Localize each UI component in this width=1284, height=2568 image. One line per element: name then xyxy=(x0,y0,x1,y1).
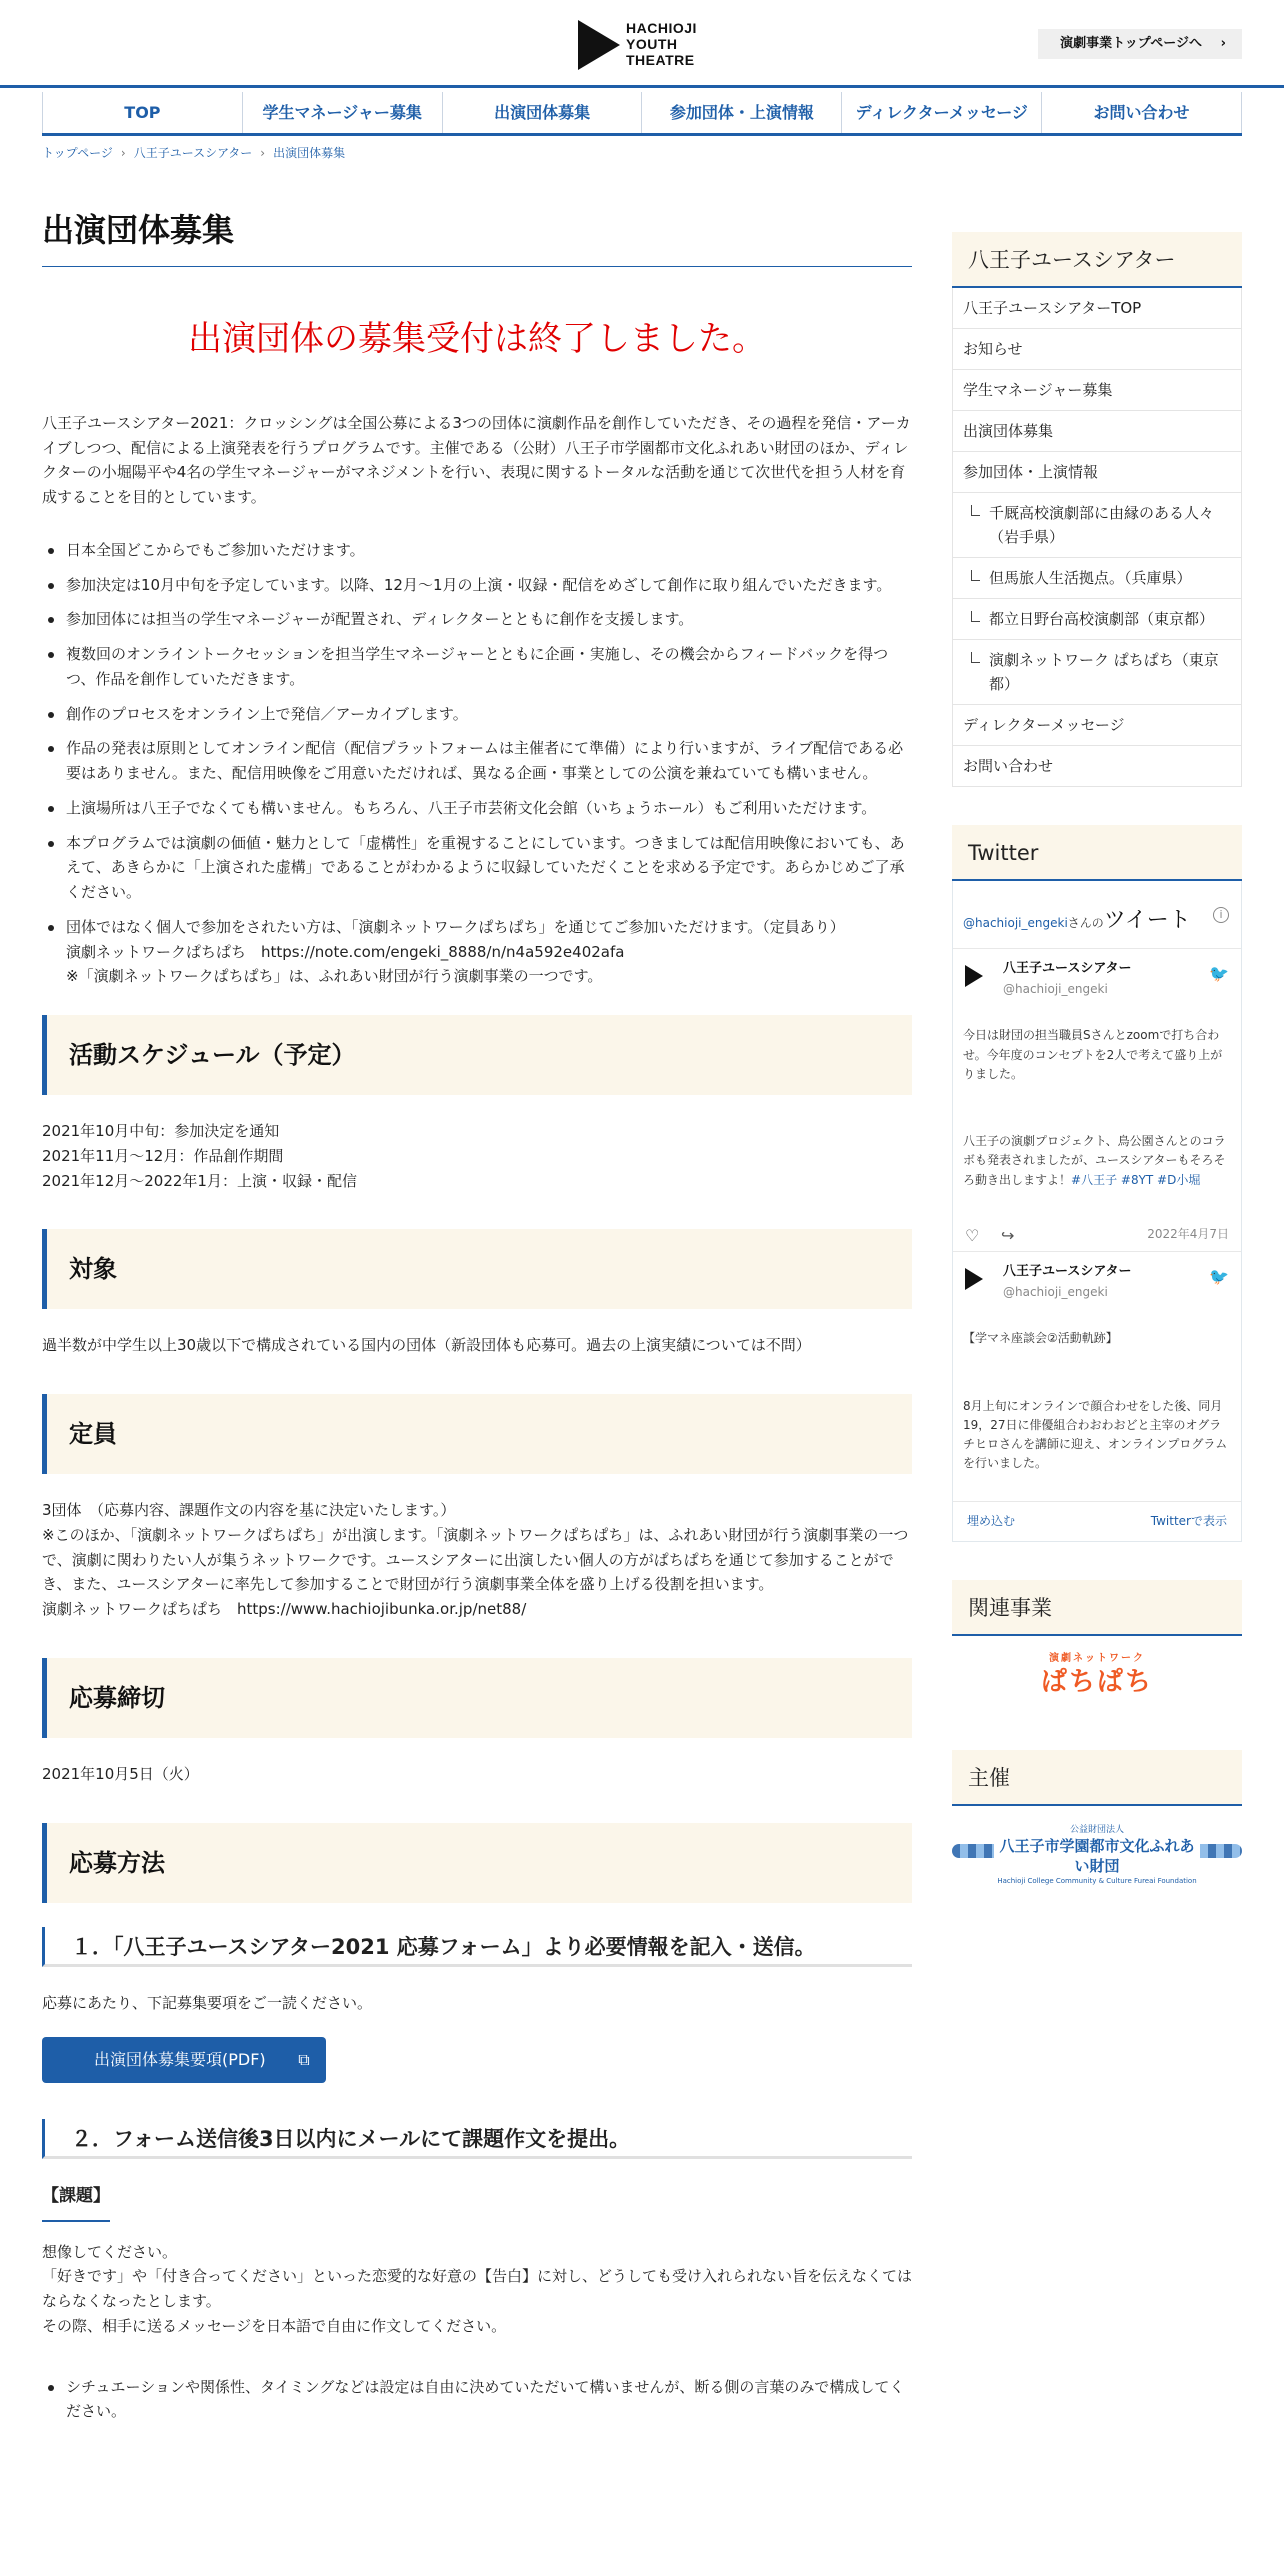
schedule-line: 2021年12月〜2022年1月：上演・収録・配信 xyxy=(42,1171,357,1190)
sidebar-item-top[interactable]: 八王子ユースシアターTOP xyxy=(953,288,1241,329)
breadcrumb-home[interactable]: トップページ xyxy=(42,146,113,160)
tweet-hashtags[interactable]: #八王子 #8YT #D小堀 xyxy=(1071,1172,1201,1187)
tweet-text: 8月上旬にオンラインで顔合わせをした後、同月19，27日に俳優組合わおわおどと主宰のオグラチヒロさんを講師に迎え、オンラインプログラムを行いました。 xyxy=(963,1398,1228,1471)
sidebar-item-director-message[interactable]: ディレクターメッセージ xyxy=(953,705,1241,746)
twitter-title: Twitter xyxy=(952,825,1242,881)
foundation-type: 公益財団法人 xyxy=(1069,1824,1124,1835)
twitter-bird-icon: 🐦 xyxy=(1209,964,1229,984)
conditions-list xyxy=(42,538,912,989)
share-icon[interactable]: ↪ xyxy=(1001,1226,1015,1246)
sidebar-menu-title: 八王子ユースシアター xyxy=(952,232,1242,288)
list-item: 作品の発表は原則としてオンライン配信（配信プラットフォームは主催者にて準備）により行いますが、ライブ配信である必要はありません。また、配信用映像をご用意いただければ、異なる企画・事業としての公演を兼ねていても構いません。 xyxy=(42,736,912,786)
sponsor-title: 主催 xyxy=(952,1750,1242,1806)
sponsor-block xyxy=(952,1750,1242,1885)
pachipachi-logo-small: 演劇ネットワーク xyxy=(1049,1652,1145,1664)
main-content xyxy=(42,210,912,2450)
page-title: 出演団体募集 xyxy=(42,210,912,267)
assignment-line: その際、相手に送るメッセージを日本語で自由に作文してください。 xyxy=(42,2316,507,2335)
assignment-line: 「好きです」や「付き合ってください」といった恋愛的な好意の【告白】に対し、どうしても受け入れられない旨を伝えなくてはならなくなったとします。 xyxy=(42,2267,913,2311)
like-heart-icon[interactable]: ♡ xyxy=(965,1226,980,1246)
tweet-author-handle: @hachioji_engeki xyxy=(1003,981,1108,996)
capacity-note: ※このほか、「演劇ネットワークぱちぱち」が出演します。「演劇ネットワークぱちぱち」は、ふれあい財団が行う演劇事業の一つで、演劇に関わりたい人が集うネットワークです。ユースシアターに出演したい個人の方がぱちぱちを通じて参加することができ、また、ユースシアターに率先して参加することで財団が行う演劇事業全体を盛り上げる役割を担います。 xyxy=(42,1525,909,1594)
twitter-block xyxy=(952,825,1242,1542)
list-item: 参加団体には担当の学生マネージャーが配置され、ディレクターとともに創作を支援します。 xyxy=(42,607,912,632)
schedule-line: 2021年11月〜12月：作品創作期間 xyxy=(42,1146,284,1165)
pachipachi-logo[interactable] xyxy=(952,1652,1242,1712)
capacity-line: 3団体 （応募内容、課題作文の内容を基に決定いたします。） xyxy=(42,1501,456,1520)
tweet-text: 【学マネ座談会②活動軌跡】 xyxy=(963,1331,1118,1346)
sidebar-subitem-tajima[interactable]: 但馬旅人生活拠点。（兵庫県） xyxy=(953,558,1241,599)
twitter-handle-link[interactable]: @hachioji_engeki xyxy=(963,916,1068,930)
assignment-line: 想像してください。 xyxy=(42,2242,178,2261)
tweet-author-name: 八王子ユースシアター xyxy=(1003,961,1132,977)
list-item: 上演場所は八王子でなくても構いません。もちろん、八王子市芸術文化会館（いちょうホール）もご利用いただけます。 xyxy=(42,796,912,821)
intro-text: 八王子ユースシアター2021：クロッシングは全国公募による3つの団体に演劇作品を創作していただき、その過程を発信・アーカイブしつつ、配信による上演発表を行うプログラムです。主催である（公財）八王子市学園都市文化ふれあい財団のほか、ディレクターの小堀陽平や4名の学生マネージャーがマネジメントを行い、表現に関するトータルな活動を通じて次世代を担う人材を育成することを目的としています。 xyxy=(42,413,911,507)
capacity-heading: 定員 xyxy=(42,1394,912,1474)
sidebar-subitem-hinodai[interactable]: 都立日野台高校演劇部（東京都） xyxy=(953,599,1241,640)
sidebar-item-participants[interactable]: 参加団体・上演情報 xyxy=(953,452,1241,493)
deadline-heading: 応募締切 xyxy=(42,1658,912,1738)
tweet-text: 今日は財団の担当職員Sさんとzoomで打ち合わせ。今年度のコンセプトを2人で考えて盛り上がりました。 xyxy=(963,1028,1223,1081)
nav-director-message[interactable]: ディレクターメッセージ xyxy=(841,92,1041,133)
logo-text: HACHIOJI YOUTH THEATRE xyxy=(626,20,697,68)
twitter-tweet-word: ツイート xyxy=(1103,908,1191,933)
breadcrumb-current: 出演団体募集 xyxy=(273,146,346,160)
target-heading: 対象 xyxy=(42,1229,912,1309)
assignment-rules xyxy=(42,2375,912,2425)
site-logo[interactable] xyxy=(578,20,708,70)
sidebar-item-news[interactable]: お知らせ xyxy=(953,329,1241,370)
sidebar-menu xyxy=(952,288,1242,787)
view-on-twitter-link[interactable]: Twitterで表示 xyxy=(1150,1513,1227,1528)
pachipachi-logo-big: ぱちぱち xyxy=(1040,1666,1153,1697)
tweet-actions xyxy=(953,1217,1241,1251)
tweet[interactable] xyxy=(953,1251,1241,1501)
schedule-line: 2021年10月中旬：参加決定を通知 xyxy=(42,1122,280,1141)
sidebar-item-student-manager[interactable]: 学生マネージャー募集 xyxy=(953,370,1241,411)
tweet-text: 八王子の演劇プロジェクト、鳥公園さんとのコラボも発表されましたが、ユースシアターもそろそろ動き出しますよ！ xyxy=(963,1134,1226,1187)
nav-contact[interactable]: お問い合わせ xyxy=(1041,92,1242,133)
assignment-body xyxy=(42,2240,912,2339)
chevron-right-icon: › xyxy=(1220,36,1226,51)
related-title: 関連事業 xyxy=(952,1580,1242,1636)
schedule-heading: 活動スケジュール（予定） xyxy=(42,1015,912,1095)
target-body: 過半数が中学生以上30歳以下で構成されている国内の団体（新設団体も応募可。過去の上演実績については不問） xyxy=(42,1336,811,1355)
capacity-body xyxy=(42,1498,912,1622)
list-item: 本プログラムでは演劇の価値・魅力として「虚構性」を重視することにしています。つきましては配信用映像においても、あえて、あきらかに「上演された虚構」であることがわかるように収録していただくことを求める予定です。あらかじめご了承ください。 xyxy=(42,831,912,905)
twitter-bird-icon: 🐦 xyxy=(1209,1267,1229,1287)
chevron-right-icon: › xyxy=(120,146,126,160)
nav-student-manager[interactable]: 学生マネージャー募集 xyxy=(242,92,442,133)
sidebar-subitem-senmaya[interactable]: 千厩高校演劇部に由縁のある人々（岩手県） xyxy=(953,493,1241,558)
external-link-icon: ⧉ xyxy=(298,2049,310,2069)
logo-triangle-icon xyxy=(578,20,620,70)
tweet-body xyxy=(963,1007,1231,1209)
avatar xyxy=(965,1268,983,1290)
twitter-widget-footer xyxy=(953,1501,1241,1541)
breadcrumb xyxy=(42,144,345,163)
info-icon[interactable]: i xyxy=(1213,907,1229,923)
nav-top[interactable]: TOP xyxy=(42,92,242,133)
avatar xyxy=(965,965,983,987)
list-item: 参加決定は10月中旬を予定しています。以降、12月〜1月の上演・収録・配信をめざして創作に取り組んでいただきます。 xyxy=(42,573,912,598)
related-block xyxy=(952,1580,1242,1712)
sidebar-item-contact[interactable]: お問い合わせ xyxy=(963,757,1054,775)
tweet-date[interactable]: 2022年4月7日 xyxy=(1147,1227,1229,1242)
global-nav xyxy=(42,92,1242,136)
step2-heading: ２．フォーム送信後3日以内にメールにて課題作文を提出。 xyxy=(42,2119,912,2159)
tweet-author-name: 八王子ユースシアター xyxy=(1003,1264,1132,1280)
foundation-logo-text xyxy=(994,1824,1200,1885)
sidebar xyxy=(952,232,1242,1885)
pachipachi-site-link[interactable]: 演劇ネットワークぱちぱち https://www.hachiojibunka.or.jp/net88/ xyxy=(42,1600,527,1619)
assignment-heading: 【課題】 xyxy=(42,2183,110,2222)
tweet-body xyxy=(963,1310,1231,1493)
step1-text: 応募にあたり、下記募集要項をご一読ください。 xyxy=(42,1993,373,2012)
sidebar-item-recruit-groups[interactable]: 出演団体募集 xyxy=(953,411,1241,452)
closed-notice: 出演団体の募集受付は終了しました。 xyxy=(188,318,766,359)
list-item: 創作のプロセスをオンライン上で発信／アーカイブします。 xyxy=(42,702,912,727)
theatre-top-link[interactable]: 演劇事業トップページへ › xyxy=(1038,29,1242,59)
chevron-right-icon: › xyxy=(260,146,266,160)
twitter-san: さんの xyxy=(1067,916,1104,930)
sidebar-subitem-pachipachi[interactable]: 演劇ネットワーク ぱちぱち（東京都） xyxy=(953,640,1241,705)
method-heading: 応募方法 xyxy=(42,1823,912,1903)
deadline-body: 2021年10月5日（火） xyxy=(42,1764,199,1783)
list-item xyxy=(42,915,912,989)
list-item: 日本全国どこからでもご参加いただけます。 xyxy=(42,538,912,563)
twitter-widget-header xyxy=(953,881,1241,948)
list-item: シチュエーションや関係性、タイミングなどは設定は自由に決めていただいて構いませんが、断る側の言葉のみで構成してください。 xyxy=(42,2375,912,2425)
foundation-name-en: Hachioji College Community & Culture Fureai Foundation xyxy=(997,1876,1197,1885)
nav-recruit-groups[interactable]: 出演団体募集 xyxy=(442,92,642,133)
step1-heading: １．「八王子ユースシアター2021 応募フォーム」より必要情報を記入・送信。 xyxy=(42,1927,912,1967)
twitter-widget xyxy=(952,881,1242,1542)
foundation-name: 八王子市学園都市文化ふれあい財団 xyxy=(999,1836,1195,1875)
breadcrumb-youth-theatre[interactable]: 八王子ユースシアター xyxy=(133,146,253,160)
pachipachi-note: ※「演劇ネットワークぱちぱち」は、ふれあい財団が行う演劇事業の一つです。 xyxy=(66,967,603,986)
tweet-author-handle: @hachioji_engeki xyxy=(1003,1284,1108,1299)
site-header xyxy=(0,0,1284,88)
individual-note: 団体ではなく個人で参加をされたい方は、「演劇ネットワークぱちぱち」を通じてご参加いただけます。（定員あり） xyxy=(66,917,845,936)
tweet[interactable] xyxy=(953,948,1241,1217)
foundation-logo[interactable] xyxy=(952,1822,1242,1885)
list-item: 複数回のオンライントークセッションを担当学生マネージャーとともに企画・実施し、その機会からフィードバックを得つつ、作品を創作していただきます。 xyxy=(42,642,912,692)
pachipachi-note-link[interactable]: 演劇ネットワークぱちぱち https://note.com/engeki_8888/n/n4a592e402afa xyxy=(66,942,625,961)
nav-participants[interactable]: 参加団体・上演情報 xyxy=(641,92,841,133)
schedule-body xyxy=(42,1119,912,1193)
guidelines-pdf-button[interactable]: 出演団体募集要項(PDF) ⧉ xyxy=(42,2037,326,2083)
embed-link[interactable]: 埋め込む xyxy=(967,1513,1016,1528)
